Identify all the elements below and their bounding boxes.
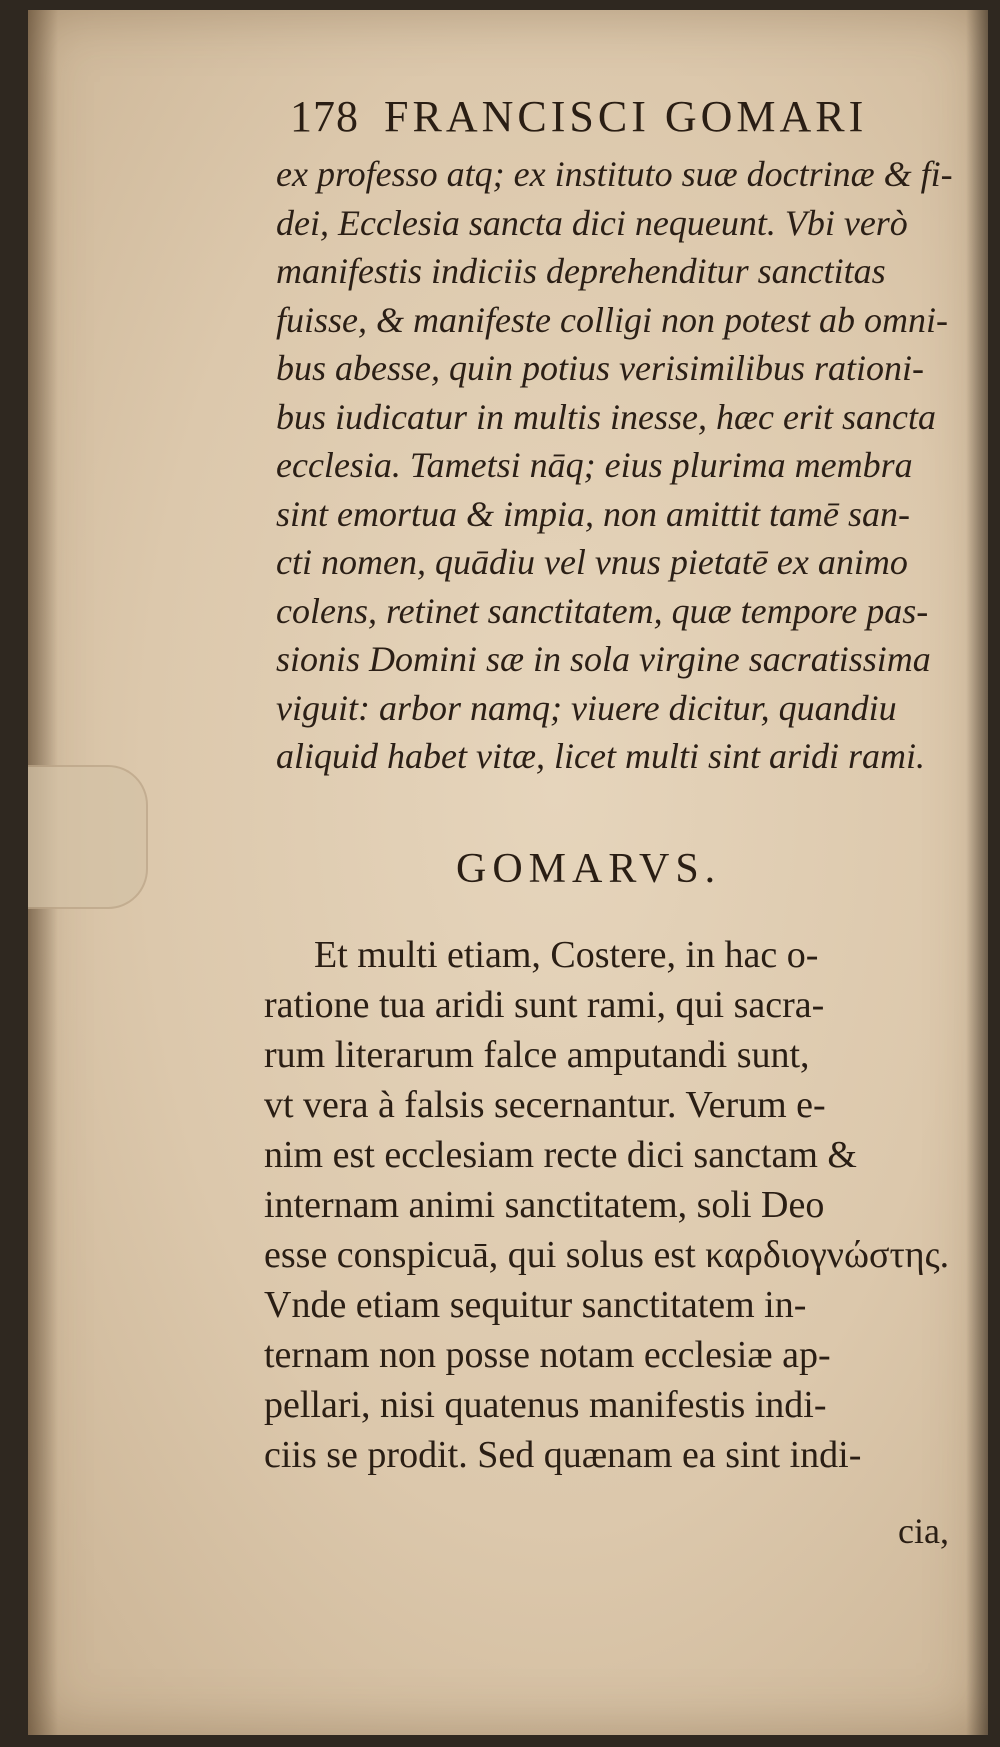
- italic-line: cti nomen, quādiu vel vnus pietatē ex animo: [276, 542, 908, 582]
- italic-line: fuisse, & manifeste colligi non potest ab omni-: [276, 299, 948, 340]
- italic-line: ex professo atq; ex instituto suæ doctrinæ & fi-: [276, 154, 953, 194]
- italic-line: aliquid habet vitæ, licet multi sint aridi rami.: [276, 736, 925, 776]
- roman-line: internam animi sanctitatem, soli Deo: [264, 1184, 825, 1226]
- page-number: 178: [290, 92, 359, 141]
- roman-line: ciis se prodit. Sed quænam ea sint indi-: [264, 1434, 862, 1476]
- italic-text-block: [276, 150, 1000, 781]
- italic-line: dei, Ecclesia sancta dici nequeunt. Vbi verò: [276, 202, 908, 243]
- paper-leaf: [28, 10, 988, 1735]
- roman-line: Et multi etiam, Costere, in hac o-: [314, 934, 819, 976]
- italic-line: ecclesia. Tametsi nāq; eius plurima membra: [276, 445, 913, 485]
- italic-line: colens, retinet sanctitatem, quæ tempore pas-: [276, 590, 929, 631]
- roman-line: Vnde etiam sequitur sanctitatem in-: [264, 1284, 807, 1326]
- roman-text-block: [264, 930, 1000, 1480]
- roman-line: ratione tua aridi sunt rami, qui sacra-: [264, 984, 825, 1026]
- catchword: cia,: [898, 1511, 949, 1551]
- italic-line: sionis Domini sæ in sola virgine sacratissima: [276, 639, 931, 679]
- paper-tab-marker: [28, 765, 148, 909]
- running-header: [290, 92, 890, 142]
- roman-line: rum literarum falce amputandi sunt,: [264, 1034, 810, 1076]
- roman-line: nim est ecclesiam recte dici sanctam &: [264, 1134, 857, 1176]
- italic-line: viguit: arbor namq; viuere dicitur, quandiu: [276, 687, 897, 728]
- italic-line: manifestis indiciis deprehenditur sanctitas: [276, 251, 886, 291]
- italic-line: sint emortua & impia, non amittit tamē san-: [276, 493, 910, 534]
- roman-line: esse conspicuā, qui solus est καρδιογνώστης.: [264, 1234, 950, 1276]
- speaker-heading: GOMARVS.: [456, 846, 722, 892]
- italic-line: bus abesse, quin potius verisimilibus rationi-: [276, 348, 924, 388]
- roman-line: vt vera à falsis secernantur. Verum e-: [264, 1084, 826, 1126]
- running-title: FRANCISCI GOMARI: [384, 92, 868, 141]
- roman-line: pellari, nisi quatenus manifestis indi-: [264, 1384, 827, 1426]
- roman-line: ternam non posse notam ecclesiæ ap-: [264, 1334, 831, 1376]
- italic-line: bus iudicatur in multis inesse, hæc erit sancta: [276, 396, 936, 437]
